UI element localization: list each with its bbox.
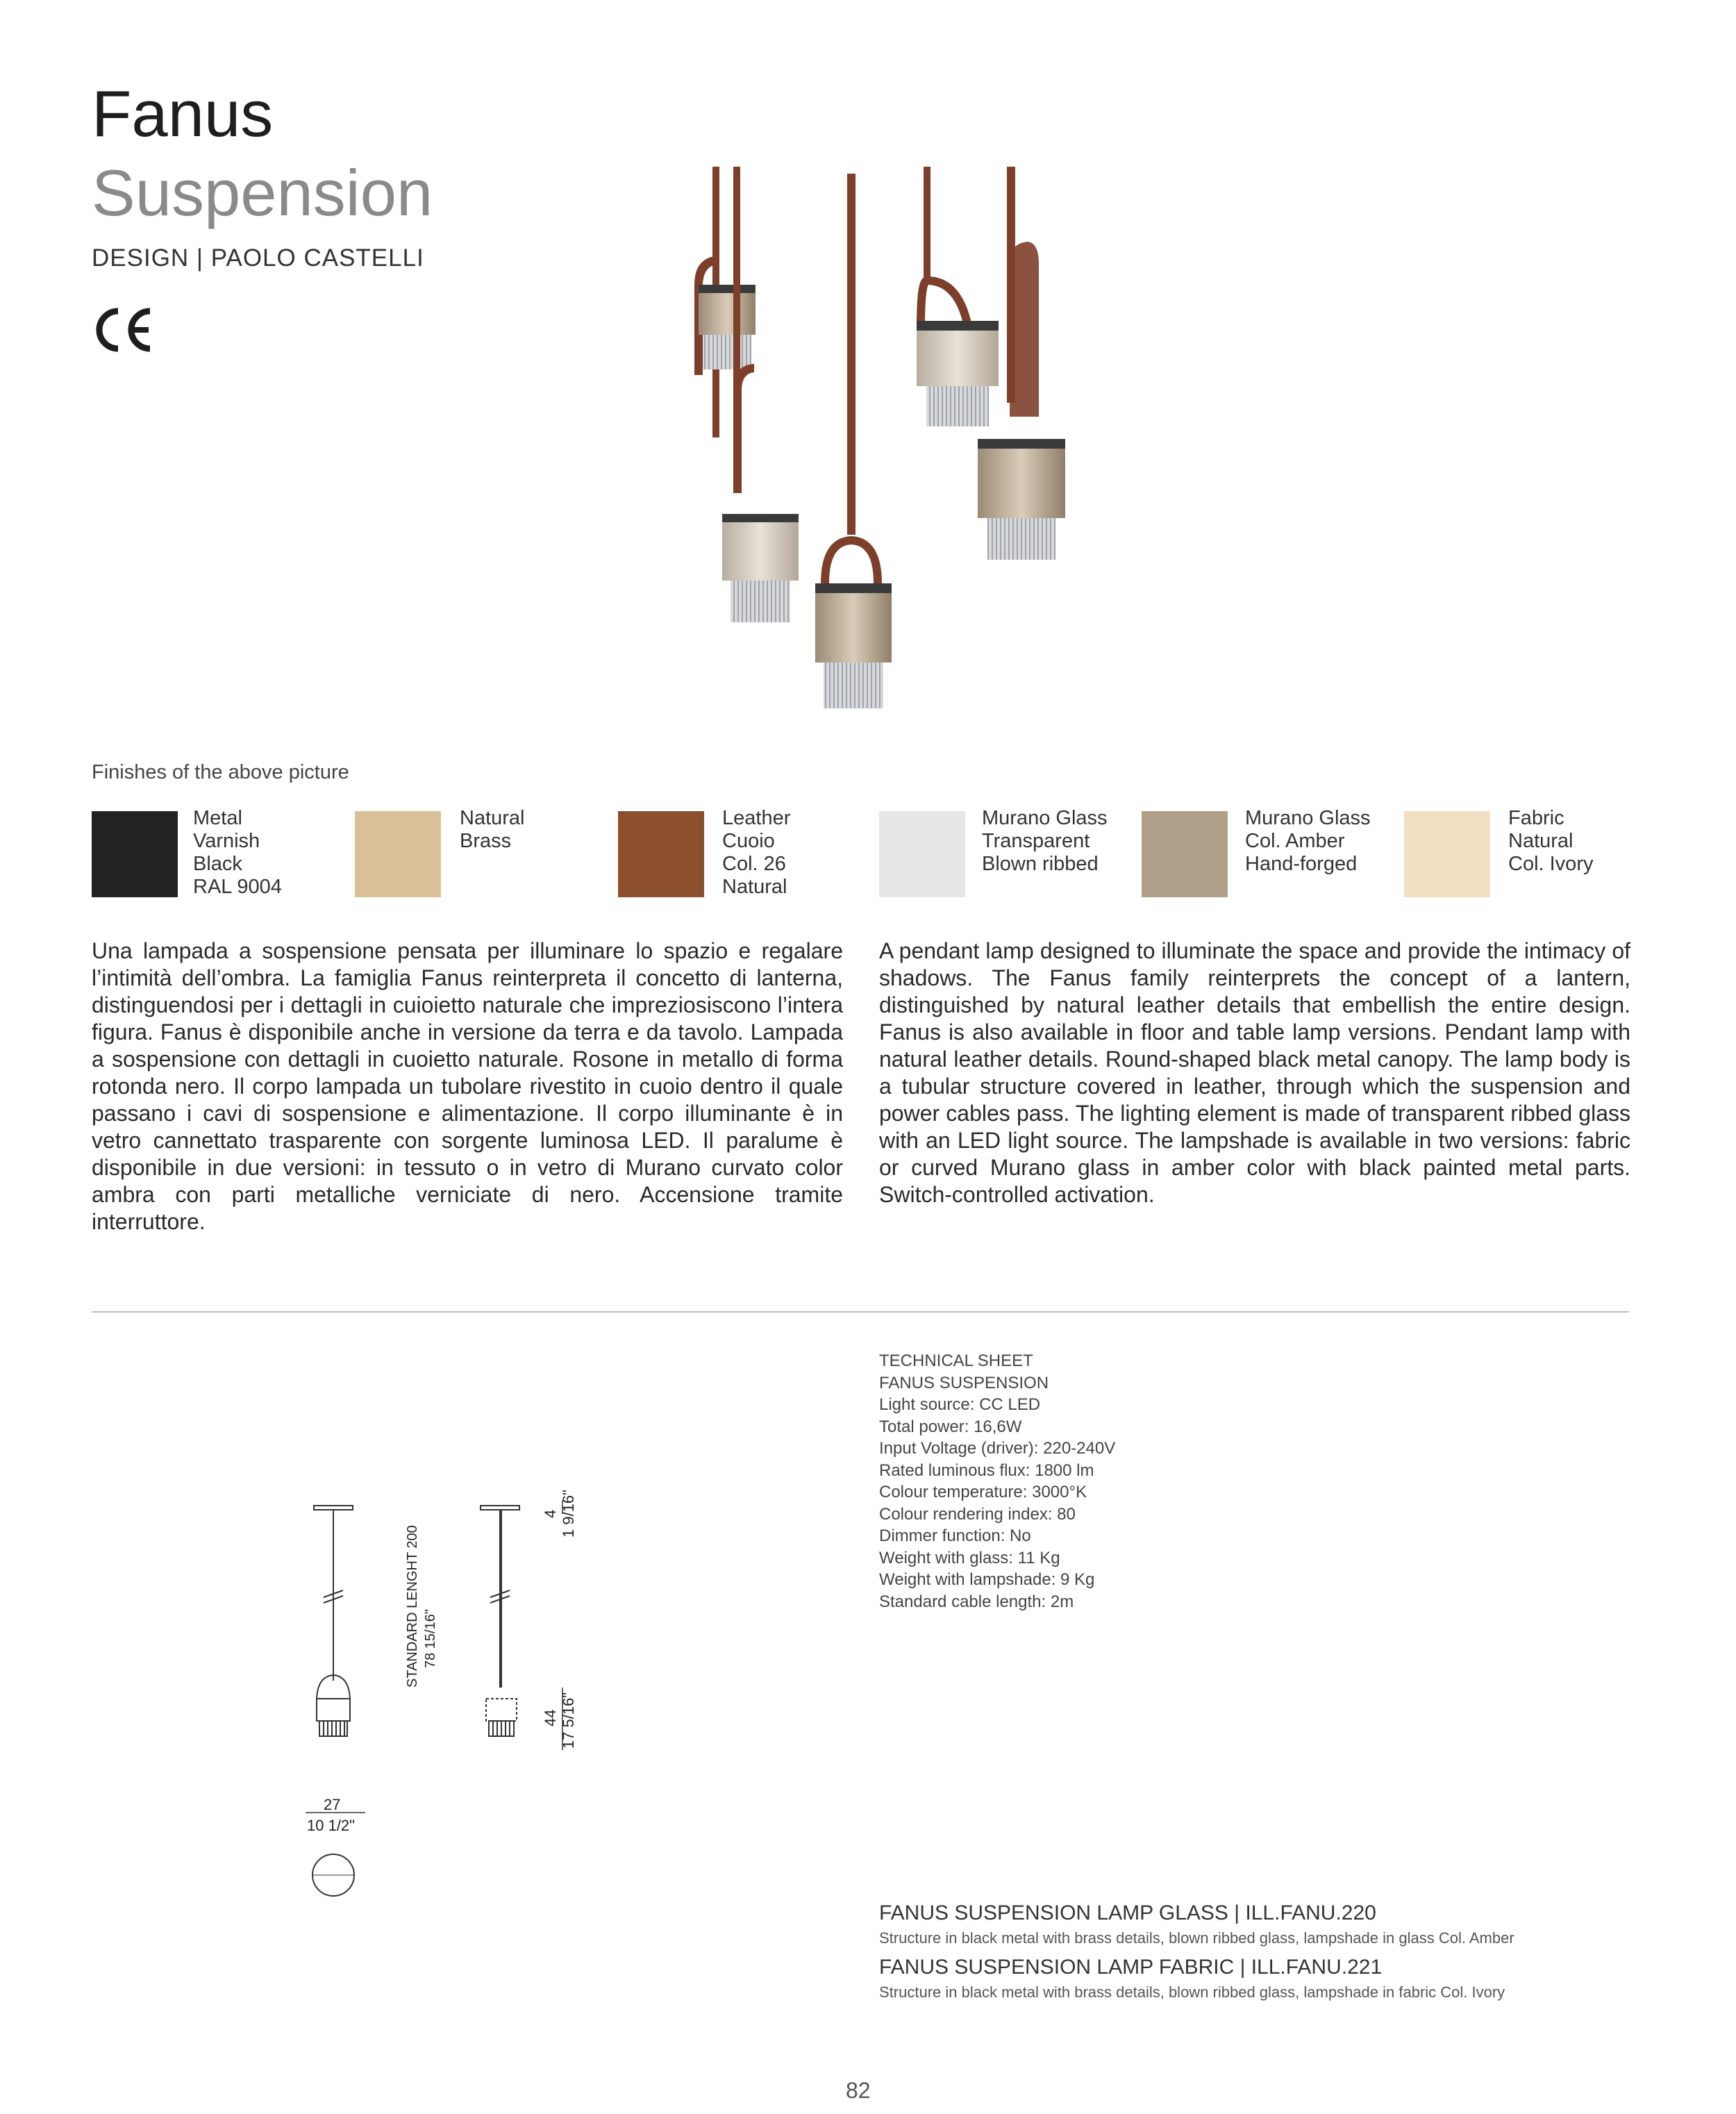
finish-swatch [1404, 811, 1490, 897]
dimension-label-body: 44 [542, 1709, 559, 1726]
dimension-label-width: 27 [324, 1796, 341, 1813]
product-code-fabric: FANUS SUSPENSION LAMP FABRIC | ILL.FANU.221 [879, 1956, 1383, 1979]
tech-line: Colour rendering index: 80 [879, 1504, 1076, 1524]
section-divider [92, 1311, 1629, 1313]
tech-line: Total power: 16,6W [879, 1417, 1022, 1436]
finish-name: Natural Brass [460, 807, 525, 852]
pendant-lamp [722, 167, 799, 622]
finishes-label: Finishes of the above picture [92, 761, 349, 783]
page-number: 82 [846, 2078, 871, 2103]
finish-name: Murano Glass Col. Amber Hand-forged [1245, 807, 1371, 875]
dimension-label-length: STANDARD LENGHT 200 [405, 1525, 420, 1688]
pendant-lamp [694, 167, 756, 438]
pendant-lamp [815, 174, 892, 708]
tech-line: TECHNICAL SHEET [879, 1351, 1033, 1370]
dimension-label-canopy: 4 [542, 1509, 559, 1518]
product-code-glass-description: Structure in black metal with brass details, blown ribbed glass, lampshade in glass Col. Amber [879, 1929, 1514, 1947]
description-english: A pendant lamp designed to illuminate the space and provide the intimacy of shadows. The Fanus family reinterprets the concept of a lantern, distinguished by natural leather details that embellish the entire design. Fanus is also available in floor and table lamp versions. Pendant lamp with natural leather details. Round-shaped black metal canopy. The lamp body is a tubular structure covered in leather, through which the suspension and power cables pass. The lighting element is made of transparent ribbed glass with an LED light source. The lampshade is available in two versions: fabric or curved Murano glass in amber color with black painted metal parts. Switch-controlled activation. [879, 938, 1630, 1207]
pendant-lamp [917, 167, 999, 426]
finish-name: Metal Varnish Black RAL 9004 [193, 807, 282, 898]
tech-line: Light source: CC LED [879, 1395, 1041, 1414]
dimension-label-length-inches: 78 15/16" [423, 1609, 438, 1668]
tech-line: Weight with lampshade: 9 Kg [879, 1570, 1095, 1589]
description-italian: Una lampada a sospensione pensata per illuminare lo spazio e regalare l’intimità dell’ombra. La famiglia Fanus reinterpreta il concetto di lanterna, distinguendosi per i dettagli in cuioietto naturale che impreziosiscono l’intera figura. Fanus è disponibile anche in versione da terra e da tavolo. Lampada a sospensione con dettagli in cuoietto naturale. Rosone in metallo di forma rotonda nero. Il corpo lampada un tubolare rivestito in cuoio dentro il quale passano i cavi di sospensione e alimentazione. Il corpo illuminante è in vetro cannettato trasparente con sorgente luminosa LED. Il paralume è disponibile in due versioni: in tessuto o in vetro di Murano curvato color ambra con parti metalliche verniciate di nero. Accensione tramite interruttore. [92, 938, 843, 1234]
finish-swatch [618, 811, 704, 897]
tech-line: Input Voltage (driver): 220-240V [879, 1439, 1116, 1458]
product-subtitle: Suspension [92, 156, 433, 229]
tech-line: FANUS SUSPENSION [879, 1373, 1049, 1392]
tech-line: Weight with glass: 11 Kg [879, 1548, 1060, 1567]
tech-line: Colour temperature: 3000°K [879, 1483, 1087, 1501]
product-photo [667, 167, 1194, 708]
finish-swatch [92, 811, 178, 897]
finish-swatch [879, 811, 965, 897]
designer-credit: DESIGN | PAOLO CASTELLI [92, 244, 424, 272]
finish-swatch [1142, 811, 1228, 897]
technical-sheet [879, 1350, 1115, 1613]
technical-drawing [292, 1479, 625, 1910]
ce-mark-icon [92, 306, 154, 354]
dimension-label-body-inches: 17 5/16" [560, 1692, 577, 1749]
tech-line: Dimmer function: No [879, 1526, 1031, 1545]
dimension-label-width-inches: 10 1/2" [307, 1817, 355, 1834]
product-code-glass: FANUS SUSPENSION LAMP GLASS | ILL.FANU.220 [879, 1901, 1376, 1924]
tech-line: Rated luminous flux: 1800 lm [879, 1460, 1094, 1480]
product-code-fabric-description: Structure in black metal with brass details, blown ribbed glass, lampshade in fabric Col. Ivory [879, 1983, 1505, 2001]
tech-line: Standard cable length: 2m [879, 1592, 1074, 1611]
finish-name: Fabric Natural Col. Ivory [1508, 807, 1594, 875]
finish-swatch [355, 811, 441, 897]
product-title: Fanus [92, 77, 274, 150]
finish-name: Murano Glass Transparent Blown ribbed [982, 807, 1108, 875]
dimension-label-canopy-inches: 1 9/16" [560, 1490, 577, 1538]
finish-name: Leather Cuoio Col. 26 Natural [722, 807, 791, 898]
